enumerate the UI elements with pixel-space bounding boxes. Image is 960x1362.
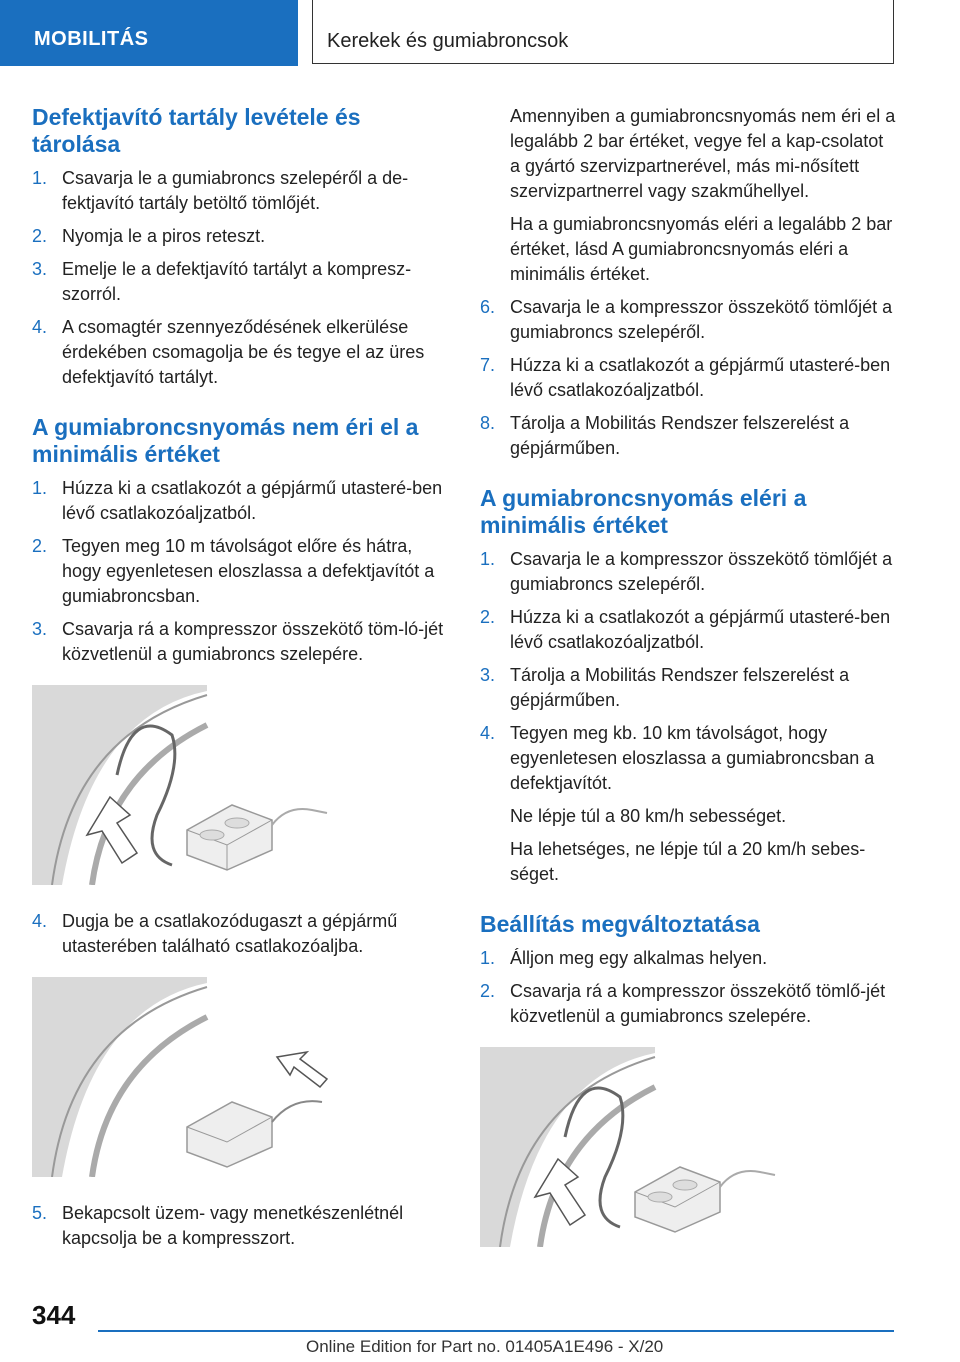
- compressor-plug-illustration: [32, 977, 332, 1177]
- list-item: 7. Húzza ki a csatlakozót a gépjármű utasteré-ben lévő csatlakozóaljzatból.: [480, 355, 891, 400]
- compressor-valve-illustration: [480, 1047, 780, 1247]
- heading-pressure-below-min: A gumiabroncsnyomás nem éri el a minimális értéket: [32, 414, 419, 467]
- list-item: 4. A csomagtér szennyeződésének elkerülése érdekében csomagolja be és tegye el az üres defektjavító tartályt.: [32, 317, 425, 387]
- left-column: [32, 104, 446, 1259]
- list-item: 4. Dugja be a csatlakozódugaszt a gépjármű utasterében található csatlakozóaljba.: [32, 911, 398, 956]
- steps-pressure-below-final: [32, 1201, 446, 1251]
- note-paragraph: Ha a gumiabroncsnyomás eléri a legalább 2 bar értéket, lásd A gumiabroncsnyomás eléri a minimális értéket.: [510, 214, 893, 284]
- page-number: 344: [32, 1300, 76, 1330]
- list-item: 1. Csavarja le a gumiabroncs szelepéről a de-fektjavító tartály betöltő tömlőjét.: [32, 168, 409, 213]
- steps-remove-container: [32, 166, 446, 390]
- list-item: 3. Csavarja rá a kompresszor összekötő töm-ló-jét közvetlenül a gumiabroncs szelepére.: [32, 619, 444, 664]
- steps-pressure-below-continued: [32, 909, 446, 959]
- list-item: 1. Húzza ki a csatlakozót a gépjármű utasteré-ben lévő csatlakozóaljzatból.: [32, 478, 443, 523]
- section-title: MOBILITÁS: [34, 28, 149, 50]
- chapter-title: Kerekek és gumiabroncsok: [327, 30, 569, 52]
- steps-pressure-reached: [480, 547, 896, 796]
- section-tab: [0, 0, 298, 66]
- list-item: 1. Álljon meg egy alkalmas helyen.: [480, 948, 768, 968]
- steps-pressure-below: [32, 476, 446, 667]
- edition-note: Online Edition for Part no. 01405A1E496 - X/20: [306, 1337, 664, 1356]
- list-item: 2. Csavarja rá a kompresszor összekötő tömlő-jét közvetlenül a gumiabroncs szelepére.: [480, 981, 886, 1026]
- chapter-box: [312, 0, 894, 64]
- list-item: 1. Csavarja le a kompresszor összekötő tömlőjét a gumiabroncs szelepéről.: [480, 549, 893, 594]
- list-item: 3. Emelje le a defektjavító tartályt a kompresz-szorról.: [32, 259, 412, 304]
- steps-continued: [480, 295, 896, 461]
- list-item: 2. Nyomja le a piros reteszt.: [32, 226, 266, 246]
- list-item: 5. Bekapcsolt üzem- vagy menetkészenlétnél kapcsolja be a kompresszort.: [32, 1203, 404, 1248]
- footer-divider: [98, 1330, 894, 1332]
- steps-change-setting: [480, 946, 896, 1029]
- list-item: 2. Tegyen meg 10 m távolságot előre és hátra, hogy egyenletesen eloszlassa a defektjavítót a gumiabroncsban.: [32, 536, 435, 606]
- compressor-valve-illustration: [32, 685, 332, 885]
- list-item: 6. Csavarja le a kompresszor összekötő tömlőjét a gumiabroncs szelepéről.: [480, 297, 893, 342]
- heading-change-setting: Beállítás megváltoztatása: [480, 911, 760, 937]
- heading-pressure-reaches-min: A gumiabroncsnyomás eléri a minimális értéket: [480, 485, 807, 538]
- speed-limit-note: Ha lehetséges, ne lépje túl a 20 km/h sebes-séget.: [510, 839, 866, 884]
- list-item: 2. Húzza ki a csatlakozót a gépjármű utasteré-ben lévő csatlakozóaljzatból.: [480, 607, 891, 652]
- speed-limit-note: Ne lépje túl a 80 km/h sebességet.: [510, 806, 787, 826]
- note-paragraph: Amennyiben a gumiabroncsnyomás nem éri el a legalább 2 bar értéket, vegye fel a kap-csolatot a gyártó szervizpartnerével, más mi-nősített szervizpartnerrel vagy szakműhellyel.: [510, 106, 896, 201]
- heading-remove-sealant-container: Defektjavító tartály levétele és tárolása: [32, 104, 361, 157]
- list-item: 4. Tegyen meg kb. 10 km távolságot, hogy egyenletesen eloszlassa a gumiabroncsban a defektjavítót.: [480, 723, 875, 793]
- list-item: 3. Tárolja a Mobilitás Rendszer felszerelést a gépjárműben.: [480, 665, 850, 710]
- right-column: [480, 104, 896, 1271]
- list-item: 8. Tárolja a Mobilitás Rendszer felszerelést a gépjárműben.: [480, 413, 850, 458]
